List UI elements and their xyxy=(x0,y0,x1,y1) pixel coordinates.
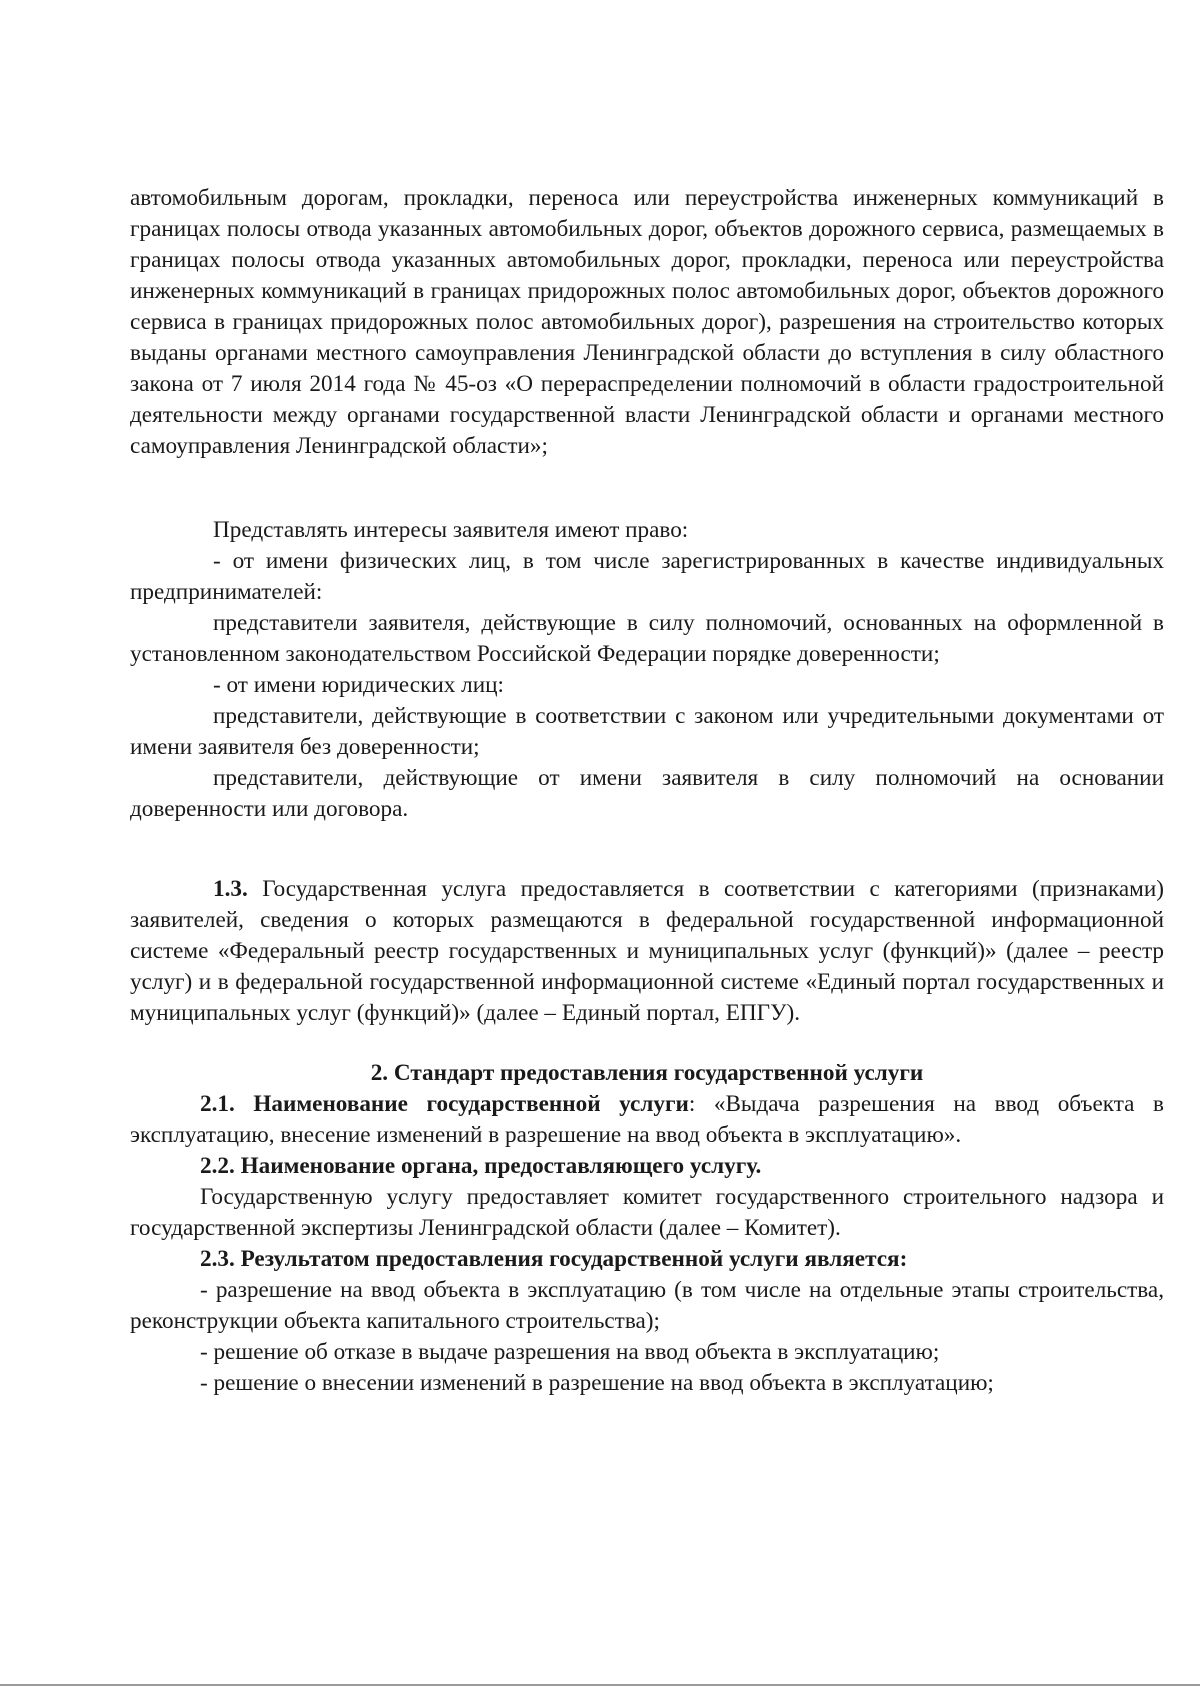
spacer xyxy=(130,462,1164,515)
section-2-3-label: 2.3. Результатом предоставления государственной услуги является: xyxy=(200,1246,908,1272)
paragraph-intro: автомобильным дорогам, прокладки, переноса или переустройства инженерных коммуникаций в границах полосы отвода указанных автомобильных дорог, объектов дорожного сервиса, размещаемых в границах полосы отвода указанных автомобильных дорог, прокладки, переноса или переустройства инженерных коммуникаций в границах придорожных полос автомобильных дорог, объектов дорожного сервиса в границах придорожных полос автомобильных дорог), разрешения на строительство которых выданы органами местного самоуправления Ленинградской области до вступления в силу областного закона от 7 июля 2014 года № 45-оз «О перераспределении полномочий в области градостроительной деятельности между органами государственной власти Ленинградской области и органами местного самоуправления Ленинградской области»; xyxy=(130,185,1164,459)
section-2-1 xyxy=(130,1089,1164,1151)
representatives-heading: Представлять интересы заявителя имеют право: xyxy=(213,517,689,543)
spacer xyxy=(130,825,1164,874)
section-2-3-item-1: - разрешение на ввод объекта в эксплуатацию (в том числе на отдельные этапы строительства, реконструкции объекта капитального строительства); xyxy=(130,1277,1164,1334)
section-1-3-text: Государственная услуга предоставляется в соответствии с категориями (признаками) заявителей, сведения о которых размещаются в федеральной государственной информационной системе «Федеральный реестр государственных и муниципальных услуг (функций)» (далее – реестр услуг) и в федеральной государственной информационной системе «Единый портал государственных и муниципальных услуг (функций)» (далее – Единый портал, ЕПГУ). xyxy=(130,876,1164,1026)
representatives-legal: - от имени юридических лиц: xyxy=(213,672,504,698)
section-2-2-label: 2.2. Наименование органа, предоставляющего услугу. xyxy=(200,1153,762,1179)
scan-edge-line xyxy=(0,1684,1200,1686)
section-2-3-item-2: - решение об отказе в выдаче разрешения на ввод объекта в эксплуатацию; xyxy=(200,1339,940,1365)
section-2-heading: 2. Стандарт предоставления государственной услуги xyxy=(370,1060,924,1086)
section-1-3 xyxy=(130,874,1164,1029)
representatives-individuals: - от имени физических лиц, в том числе зарегистрированных в качестве индивидуальных предпринимателей: xyxy=(130,548,1164,605)
section-2-1-label: 2.1. Наименование государственной услуги xyxy=(200,1091,689,1117)
representatives-legal-detail-2: представители, действующие от имени заявителя в силу полномочий на основании доверенности или договора. xyxy=(130,765,1164,822)
section-2-3-item-3: - решение о внесении изменений в разрешение на ввод объекта в эксплуатацию; xyxy=(200,1370,994,1396)
document-body xyxy=(130,183,1164,1399)
section-2-2-text: Государственную услугу предоставляет комитет государственного строительного надзора и государственной экспертизы Ленинградской области (далее – Комитет). xyxy=(130,1184,1164,1241)
spacer xyxy=(130,1029,1164,1058)
representatives-legal-detail-1: представители, действующие в соответствии с законом или учредительными документами от имени заявителя без доверенности; xyxy=(130,703,1164,760)
section-2-1-text: : «Выдача разрешения на ввод объекта в эксплуатацию, внесение изменений в разрешение на ввод объекта в эксплуатацию». xyxy=(130,1091,1164,1148)
representatives-individuals-detail: представители заявителя, действующие в силу полномочий, основанных на оформленной в установленном законодательством Российской Федерации порядке доверенности; xyxy=(130,610,1164,667)
section-1-3-number: 1.3. xyxy=(213,876,248,902)
